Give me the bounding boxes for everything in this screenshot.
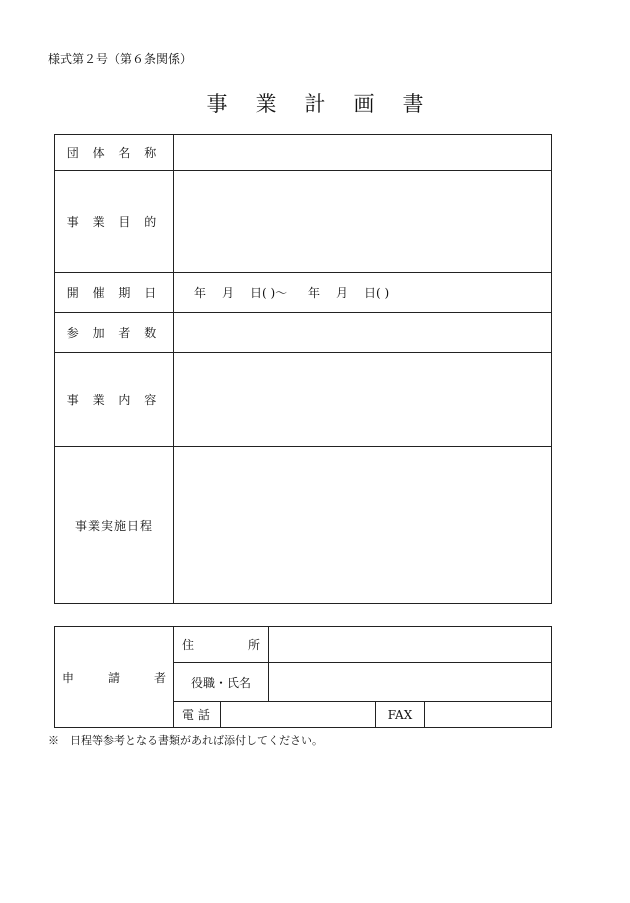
- title-name-field[interactable]: [269, 663, 552, 702]
- schedule-label: 事業実施日程: [55, 447, 174, 604]
- participants-field[interactable]: [174, 313, 552, 353]
- day-1: 日( )～: [250, 286, 288, 300]
- address-field[interactable]: [269, 627, 552, 663]
- applicant-table: [54, 626, 552, 728]
- schedule-field[interactable]: [174, 447, 552, 604]
- phone-field[interactable]: [221, 702, 376, 728]
- year-1: 年: [194, 286, 207, 300]
- day-2: 日( ): [364, 286, 390, 300]
- date-field[interactable]: [174, 273, 552, 313]
- group-name-field[interactable]: [174, 135, 552, 171]
- participants-label: 参 加 者 数: [55, 313, 174, 353]
- group-name-label: 団 体 名 称: [55, 135, 174, 171]
- content-field[interactable]: [174, 353, 552, 447]
- page-title: 事業計画書: [206, 92, 452, 116]
- form-number: 様式第２号（第６条関係）: [48, 52, 193, 66]
- year-2: 年: [308, 286, 321, 300]
- fax-label: FAX: [376, 702, 425, 728]
- purpose-label: 事 業 目 的: [55, 171, 174, 273]
- title-name-label: 役職・氏名: [174, 663, 269, 702]
- purpose-field[interactable]: [174, 171, 552, 273]
- month-2: 月: [336, 286, 349, 300]
- date-label: 開 催 期 日: [55, 273, 174, 313]
- plan-table: [54, 134, 552, 604]
- content-label: 事 業 内 容: [55, 353, 174, 447]
- fax-field[interactable]: [425, 702, 552, 728]
- month-1: 月: [222, 286, 235, 300]
- address-label: 住 所: [174, 627, 269, 663]
- attachment-note: ※ 日程等参考となる書類があれば添付してください。: [48, 734, 323, 747]
- phone-label: 電 話: [174, 702, 221, 728]
- applicant-label: 申 請 者: [55, 627, 174, 728]
